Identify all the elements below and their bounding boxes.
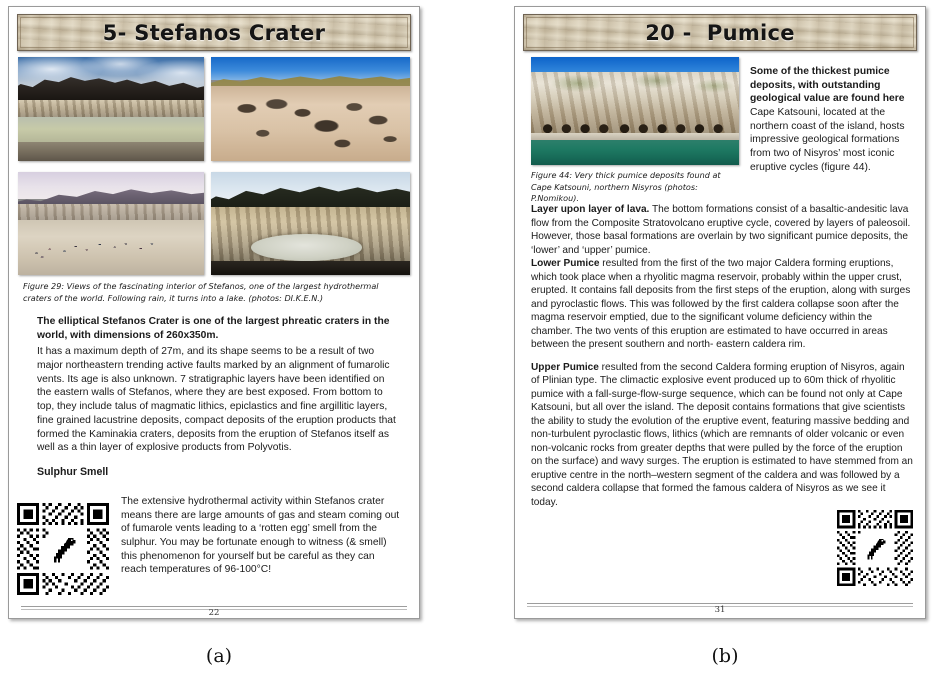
page-a-subheading: Sulphur Smell: [37, 465, 109, 478]
page-b-paragraph-2: [531, 257, 913, 352]
sublabel-a: (a): [205, 645, 233, 667]
page-b-intro-body: Cape Katsouni, located at the northern coast of the island, hosts impressive geological formations from two of Nisyros’ most iconic eruptive cycles (figure 44).: [750, 107, 905, 173]
sublabel-b: (b): [711, 645, 739, 667]
page-a-title: 5- Stefanos Crater: [102, 20, 326, 45]
page-a-body: [37, 315, 401, 479]
page-b-paragraph-3-rest: resulted from the second Caldera forming eruption of Nisyros, again of Plinian type. The climactic explosive event produced up to 60m thick of rhyolitic pumice with a fall-surge-flow-surge sequence, which can be found not only at Cape Katsouni, but all over the island. The deposit contains formations that give scientists the ability to study the evolution of the eruptive event, featuring massive bedding and non-turbulent pyroclastic flows, lithics (which are remnants of older volcanic or even non-volcanic rocks from greater depths that were pulled by the force of the eruption on the surface) and wavy surges. The eruption is estimated to have stemmed from an eruptive centre in the north–western segment of the caldera and was followed by a second caldera collapse that formed the famous caldera of Nisyros as we see it today.: [531, 361, 913, 508]
photo-crater-floor-visitors: [18, 172, 204, 275]
page-b-paragraph-1-rest: The bottom formations consist of a basaltic-andesitic lava flow from the Composite Stratovolcano eruptive cycle, covered by layers of paleosoil. However, those basal formations are overlain by two significant pumice deposits, the ‘lower’ and ‘upper’ pumice.: [531, 204, 911, 256]
page-a-sidebar-paragraph: The extensive hydrothermal activity within Stefanos crater means there are large amounts of gas and steam coming out of fumarole vents leading to a ‘rotten egg’ smell from the sulphur. You may be fortunate enough to witness (& smell) this phenomenon for yourself but be careful as they can reach temperatures of 96-100°C!: [121, 496, 400, 576]
page-b-qr-code[interactable]: [837, 510, 913, 586]
photo-stefanos-lake: [18, 57, 204, 161]
page-a-sidebar-text: [121, 495, 403, 577]
qr-code-icon: [17, 503, 109, 595]
qr-code-icon: [837, 510, 913, 586]
page-a-folio: 22: [208, 608, 220, 618]
page-b-paragraph-1-lead: Layer upon layer of lava.: [531, 204, 650, 215]
page-b-body: [531, 203, 913, 509]
page-b-paragraph-3-lead: Upper Pumice: [531, 361, 599, 373]
page-a-qr-code[interactable]: [17, 503, 109, 595]
page-b-paragraph-1: [531, 203, 913, 257]
page-b-folio: 31: [714, 605, 726, 615]
page-b-intro-bold: Some of the thickest pumice deposits, with outstanding geological value are found here: [750, 66, 905, 105]
photo-cape-katsouni-cliffs: [531, 57, 739, 165]
page-a-figure-caption: Figure 29: Views of the fascinating interior of Stefanos, one of the largest hydrothermal craters of the world. Following rain, it turns into a lake. (photos: DI.K.E.N.): [23, 281, 379, 303]
page-b-paragraph-3: [531, 361, 913, 510]
page-b-intro-block: [750, 65, 910, 175]
page-b-figure-caption: Figure 44: Very thick pumice deposits found at Cape Katsouni, northern Nisyros (photos: P.Nomikou).: [531, 170, 721, 204]
photo-fumarole-pits: [211, 57, 410, 161]
page-b-paragraph-2-lead: Lower Pumice: [531, 258, 600, 270]
page-a-lead-paragraph: The elliptical Stefanos Crater is one of the largest phreatic craters in the world, with dimensions of 260x350m.: [37, 316, 390, 341]
page-b: [514, 6, 926, 619]
page-a-banner: [17, 14, 411, 51]
page-b-paragraph-2-rest: resulted from the first of the two major Caldera forming eruptions, which took place when a rhyolitic magma reservoir, probably within the upper crust, erupted. It contains fall deposits from the first steps of the eruption, along with surges and pyroclastic flows. This was followed by the first caldera collapse soon after the magma reservoir emptied, due to the significant volume deficiency within the chamber. The two vents of this eruption are estimated to have occurred in areas between the present southern and north- eastern caldera rim.: [531, 258, 911, 351]
page-a: [8, 6, 420, 619]
page-b-banner: [523, 14, 917, 51]
page-b-title: 20 - Pumice: [645, 20, 795, 45]
page-a-body-paragraph: It has a maximum depth of 27m, and its shape seems to be a result of two major northeastern trending active faults marked by an alignment of fumarolic vents. Its age is also unknown. 7 stratigraphic layers have been identified on the eastern walls of Stefanos, where they are best exposed. From bottom to top, they include talus of magmatic lithics, epiclastics and fine argillitic layers, fine grained lacustrine deposits, compact deposits of the eruption products that formed the Kaminakia craters, deposits from the eruption of Stefanos itself as well as a thin layer of explosive products from Polyvotis.: [37, 346, 396, 454]
photo-crater-pale-lake: [211, 172, 410, 275]
